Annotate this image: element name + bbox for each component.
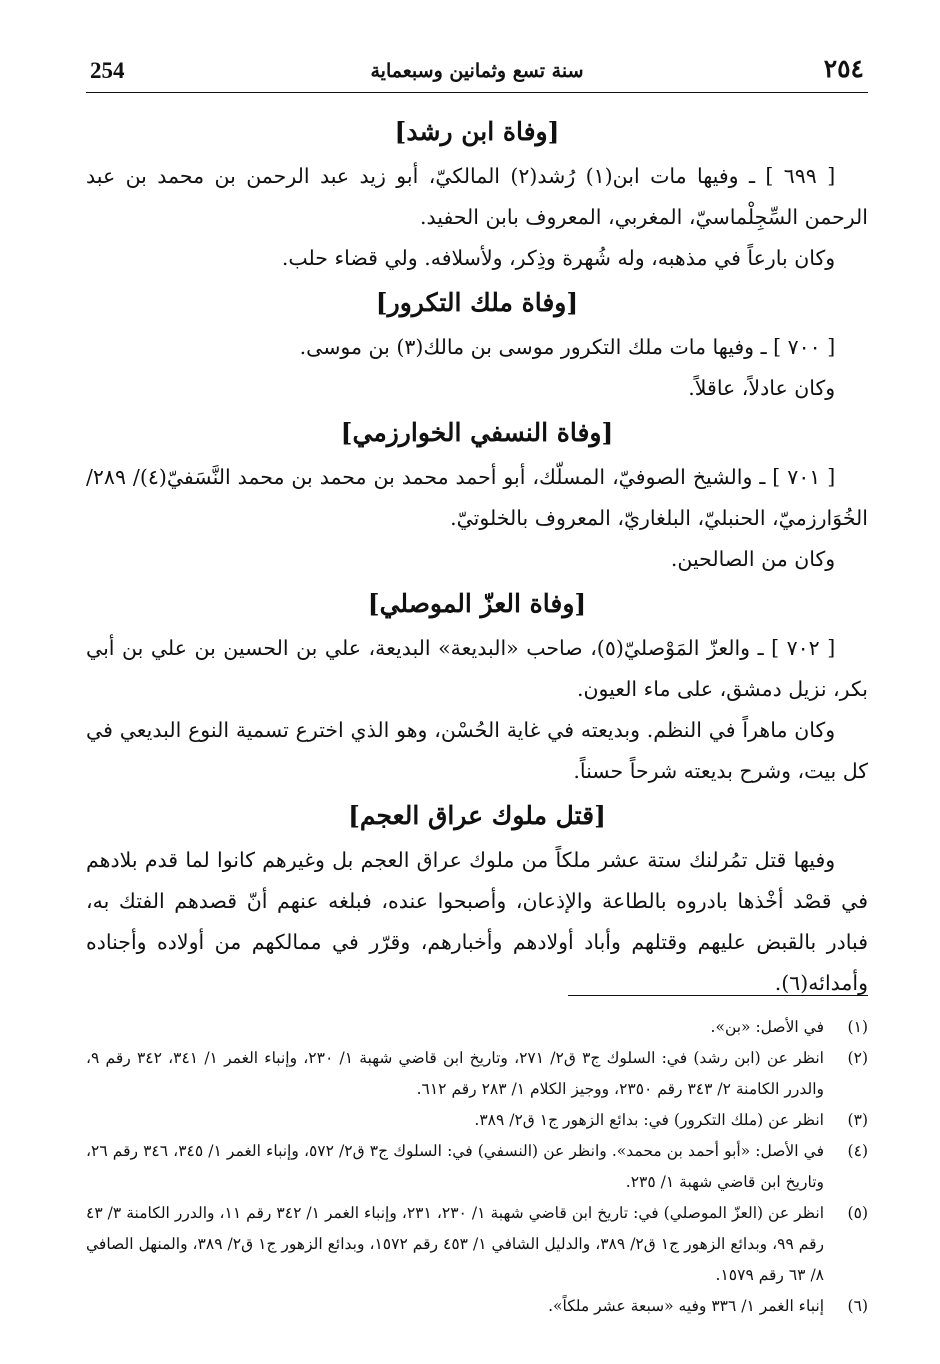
footnote-item xyxy=(86,1198,868,1291)
footnote-text: في الأصل: «أبو أحمد بن محمد». وانظر عن (النسفي) في: السلوك ج٣ ق٢/ ٥٧٢، وإنباء الغمر ١/ ٣٤٥، ٣٤٦ رقم ٢٦، وتاريخ ابن قاضي شهبة ١/ ٢٣٥. xyxy=(86,1142,824,1191)
section-heading: [وفاة النسفي الخوارزمي] xyxy=(340,418,614,447)
entry-paragraph: وكان بارعاً في مذهبه، وله شُهرة وذِكر، ولأسلافه. ولي قضاء حلب. xyxy=(281,246,836,270)
section-takrur-king xyxy=(86,279,868,409)
entry-paragraph: وفيها قتل تمُرلنك ستة عشر ملكاً من ملوك عراق العجم بل وغيرهم كانوا لما قدم بلادهم في قصْد أخْذها بادروه بالطاعة والإذعان، وأصبحوا عنده، فبلغه عنهم أنّ قصدهم الفتك به، فبادر بالقبض عليهم وقتلهم وأباد أولادهم وأخبارهم، وقرّر في ممالكهم من أولاده وأجناده وأمدائه(٦). xyxy=(86,848,868,995)
section-heading: [وفاة ابن رشد] xyxy=(394,117,560,146)
entry-paragraph: [ ٧٠٠ ] ـ وفيها مات ملك التكرور موسى بن مالك(٣) بن موسى. xyxy=(299,335,836,359)
footnote-item xyxy=(86,1043,868,1105)
footnote-number: (٢) xyxy=(847,1049,868,1067)
section-iraq-kings xyxy=(86,792,868,1004)
section-izz-mawsili xyxy=(86,580,868,792)
section-ibn-rushd xyxy=(86,108,868,279)
footnote-item xyxy=(86,1291,868,1322)
footnote-text: انظر عن (ابن رشد) في: السلوك ج٣ ق٢/ ٢٧١، وتاريخ ابن قاضي شهبة ١/ ٢٣٠، وإنباء الغمر ١/ ٣٤١، ٣٤٢ رقم ٩، والدرر الكامنة ٢/ ٣٤٣ رقم ٢٣٥٠، ووجيز الكلام ١/ ٢٨٣ رقم ٦١٢. xyxy=(86,1049,824,1098)
footnote-text: في الأصل: «بن». xyxy=(710,1018,824,1036)
page-number-arabic: ٢٥٤ xyxy=(823,54,864,83)
footnote-number: (٥) xyxy=(847,1204,868,1222)
section-heading: [وفاة ملك التكرور] xyxy=(375,288,579,317)
footnote-number: (٤) xyxy=(847,1142,868,1160)
entry-paragraph: وكان عادلاً، عاقلاً. xyxy=(688,376,836,400)
entry-paragraph: [ ٦٩٩ ] ـ وفيها مات ابن(١) رُشد(٢) المالكيّ، أبو زيد عبد الرحمن بن محمد بن عبد الرحمن السِّجِلْماسيّ، المغربي، المعروف بابن الحفيد. xyxy=(86,164,868,229)
footnote-item xyxy=(86,1136,868,1198)
main-text xyxy=(86,108,868,1004)
section-nasafi xyxy=(86,409,868,580)
footnote-text: انظر عن (العزّ الموصلي) في: تاريخ ابن قاضي شهبة ١/ ٢٣٠، ٢٣١، وإنباء الغمر ١/ ٣٤٢ رقم ١١، والدرر الكامنة ٣/ ٤٣ رقم ٩٩، وبدائع الزهور ج١ ق٢/ ٣٨٩، والدليل الشافي ١/ ٤٥٣ رقم ١٥٧٢، وبدائع الزهور ج١ ق٢/ ٣٨٩، والمنهل الصافي ٨/ ٦٣ رقم ١٥٧٩. xyxy=(86,1204,825,1284)
page-number-latin: 254 xyxy=(90,58,125,83)
running-title: سنة تسع وثمانين وسبعماية xyxy=(370,60,584,82)
footnote-number: (٦) xyxy=(847,1297,868,1315)
footnotes xyxy=(86,1012,868,1322)
entry-paragraph: [ ٧٠١ ] ـ والشيخ الصوفيّ، المسلّك، أبو أحمد محمد بن محمد بن محمد النَّسَفيّ(٤)/ ٢٨٩/الخُوَارزميّ، الحنبليّ، البلغاريّ، المعروف بالخلوتيّ. xyxy=(86,465,868,530)
footnote-item xyxy=(86,1105,868,1136)
section-heading: [وفاة العزّ الموصلي] xyxy=(367,589,587,618)
footnote-separator xyxy=(568,995,868,996)
page-header xyxy=(86,52,868,93)
entry-paragraph: [ ٧٠٢ ] ـ والعزّ المَوْصليّ(٥)، صاحب «البديعة» البديعة، علي بن الحسين بن علي بن أبي بكر، نزيل دمشق، على ماء العيون. xyxy=(86,636,868,701)
entry-paragraph: وكان ماهراً في النظم. وبديعته في غاية الحُسْن، وهو الذي اخترع تسمية النوع البديعي في كل بيت، وشرح بديعته شرحاً حسناً. xyxy=(86,718,868,783)
footnote-text: انظر عن (ملك التكرور) في: بدائع الزهور ج١ ق٢/ ٣٨٩. xyxy=(474,1111,824,1129)
section-heading: [قتل ملوك عراق العجم] xyxy=(348,801,606,830)
footnote-number: (١) xyxy=(847,1018,868,1036)
entry-paragraph: وكان من الصالحين. xyxy=(670,547,836,571)
footnote-text: إنباء الغمر ١/ ٣٣٦ وفيه «سبعة عشر ملكاً». xyxy=(548,1297,824,1315)
footnote-number: (٣) xyxy=(847,1111,868,1129)
footnote-item xyxy=(86,1012,868,1043)
